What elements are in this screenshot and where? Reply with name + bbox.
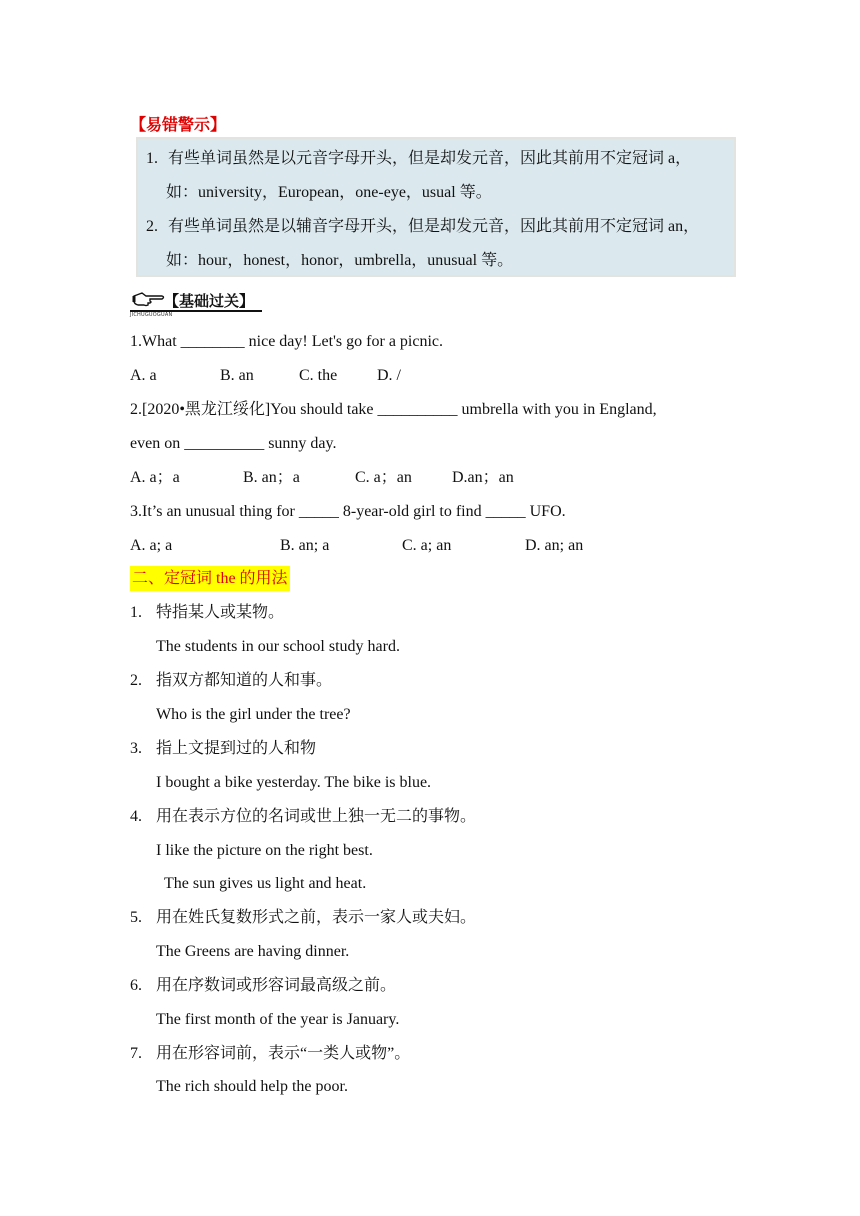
usage-5-rule: 用在姓氏复数形式之前，表示一家人或夫妇。	[156, 909, 477, 926]
warning-title: 【易错警示】	[130, 115, 227, 134]
usage-3-rule: 指上文提到过的人和物	[156, 740, 317, 757]
question-2-option-a: A. a；a	[130, 469, 180, 486]
usage-7-num: 7.	[130, 1045, 142, 1062]
banner-label: 【基础过关】	[164, 292, 255, 310]
usage-3-num: 3.	[130, 740, 142, 757]
question-1-option-d: D. /	[377, 367, 401, 384]
usage-4-num: 4.	[130, 808, 142, 825]
usage-5-example: The Greens are having dinner.	[156, 943, 350, 960]
usage-6-example: The first month of the year is January.	[156, 1011, 400, 1028]
warning-item-2-text: 有些单词虽然是以辅音字母开头，但是却发元音，因此其前用不定冠词 an，	[168, 218, 700, 235]
usage-4-example-2: The sun gives us light and heat.	[164, 875, 367, 892]
usage-5-num: 5.	[130, 909, 142, 926]
question-1-option-b: B. an	[220, 367, 254, 384]
question-3-option-a: A. a; a	[130, 537, 173, 554]
usage-1-example: The students in our school study hard.	[156, 638, 400, 655]
usage-6-rule: 用在序数词或形容词最高级之前。	[156, 977, 397, 994]
usage-1-num: 1.	[130, 604, 142, 621]
basics-banner	[130, 286, 262, 316]
warning-item-2-examples: 如：hour，honest，honor，umbrella，unusual 等。	[166, 252, 514, 269]
question-1-option-c: C. the	[299, 367, 338, 384]
warning-item-1-num: 1.	[146, 150, 158, 167]
question-2-option-b: B. an；a	[243, 469, 300, 486]
warning-box	[136, 137, 736, 277]
question-3-stem: 3.It’s an unusual thing for _____ 8-year-old girl to find _____ UFO.	[130, 503, 566, 520]
question-3-option-d: D. an; an	[525, 537, 584, 554]
question-3-option-c: C. a; an	[402, 537, 452, 554]
usage-7-rule: 用在形容词前，表示“一类人或物”。	[156, 1045, 411, 1062]
usage-7-example: The rich should help the poor.	[156, 1078, 348, 1095]
usage-2-num: 2.	[130, 672, 142, 689]
question-1-option-a: A. a	[130, 367, 157, 384]
question-2-stem-line-1: 2.[2020•黑龙江绥化]You should take __________ umbrella with you in England,	[130, 401, 657, 418]
usage-1-rule: 特指某人或某物。	[156, 604, 285, 621]
warning-item-2-num: 2.	[146, 218, 158, 235]
question-1-stem: 1.What ________ nice day! Let's go for a picnic.	[130, 333, 444, 350]
usage-2-rule: 指双方都知道的人和事。	[156, 672, 333, 689]
question-2-stem-line-2: even on __________ sunny day.	[130, 435, 337, 452]
usage-6-num: 6.	[130, 977, 142, 994]
usage-4-example-1: I like the picture on the right best.	[156, 842, 373, 859]
warning-item-1-text: 有些单词虽然是以元音字母开头，但是却发元音，因此其前用不定冠词 a，	[168, 150, 692, 167]
pointing-hand-icon	[132, 290, 166, 308]
section-heading: 二、定冠词 the 的用法	[130, 566, 290, 591]
question-2-option-d: D.an；an	[452, 469, 514, 486]
warning-item-1-examples: 如：university，European，one-eye，usual 等。	[166, 184, 492, 201]
banner-subtitle: JICHUGUOGUAN	[130, 312, 173, 318]
question-2-option-c: C. a；an	[355, 469, 412, 486]
question-3-option-b: B. an; a	[280, 537, 330, 554]
usage-4-rule: 用在表示方位的名词或世上独一无二的事物。	[156, 808, 477, 825]
usage-3-example: I bought a bike yesterday. The bike is blue.	[156, 774, 432, 791]
usage-2-example: Who is the girl under the tree?	[156, 706, 351, 723]
